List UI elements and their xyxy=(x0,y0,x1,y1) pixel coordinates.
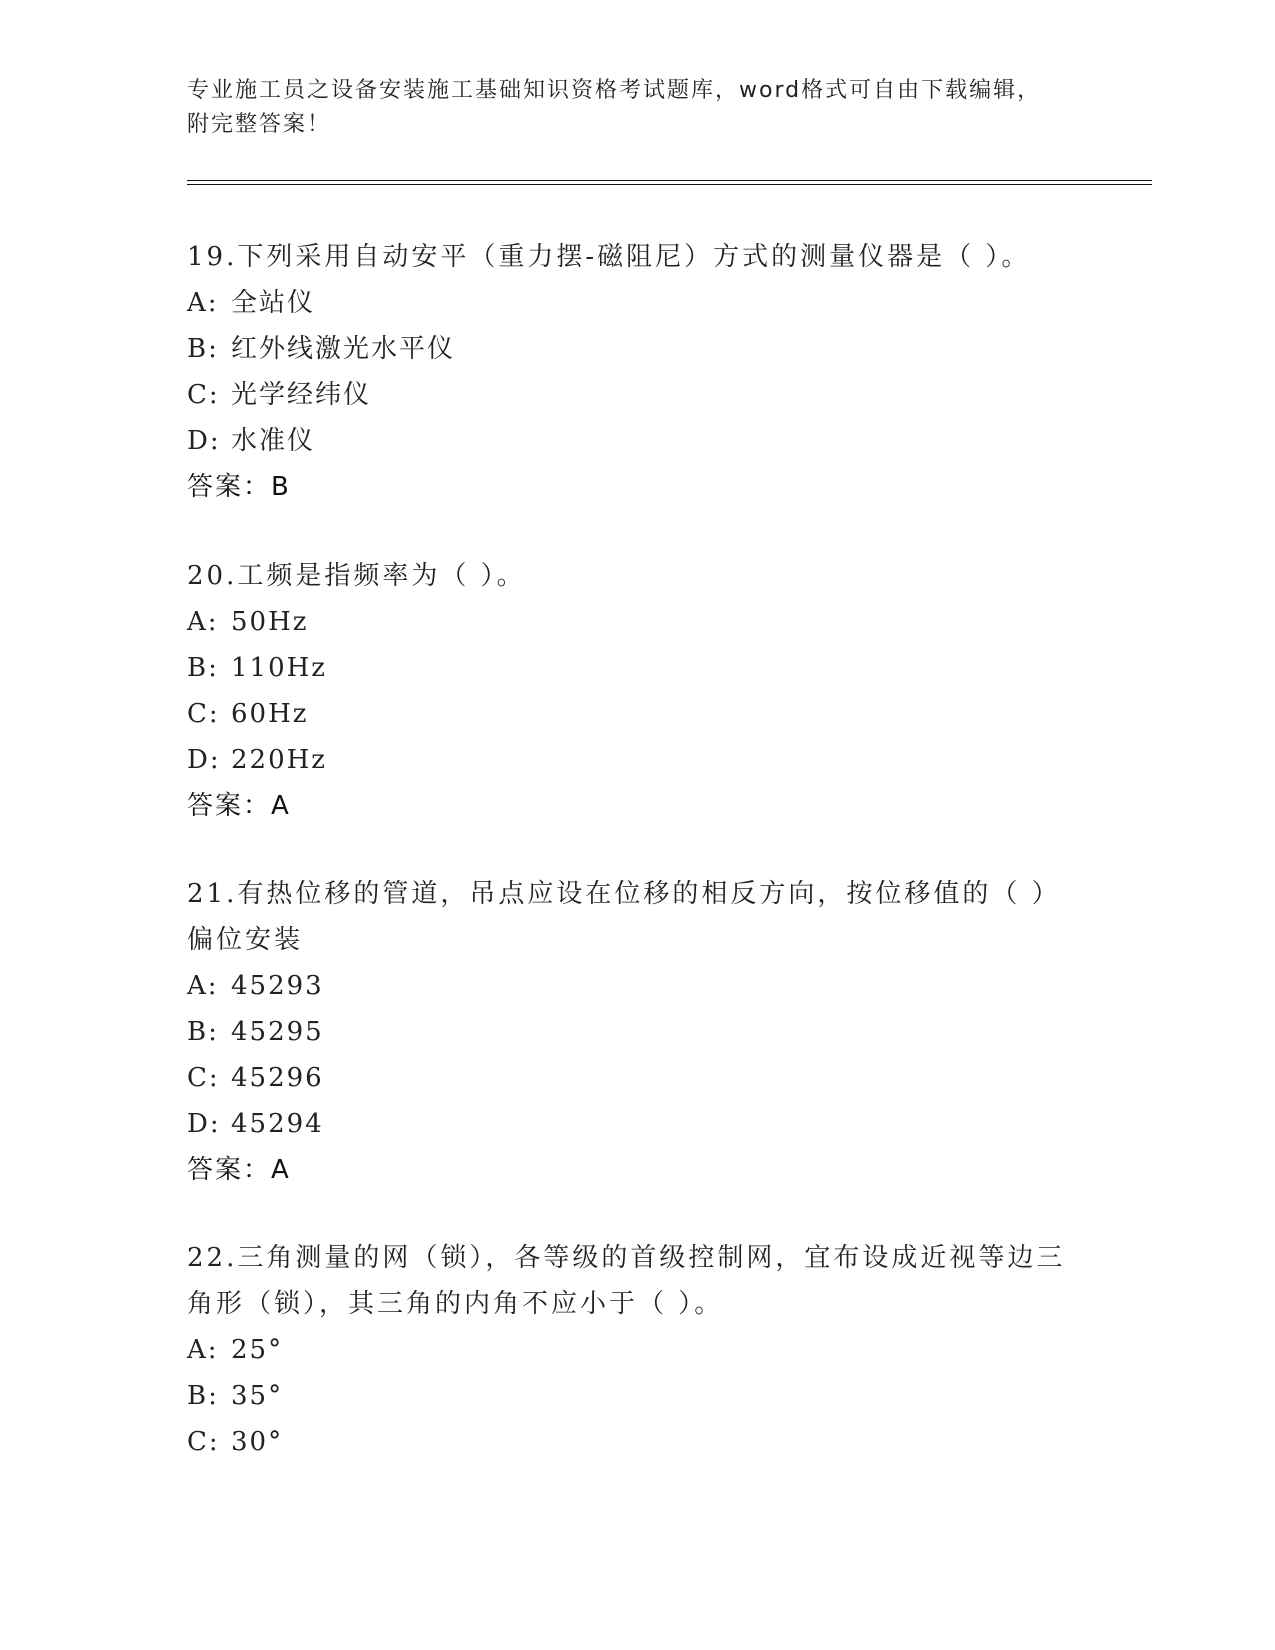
option-text: 25° xyxy=(231,1335,284,1365)
option-a xyxy=(187,963,1087,1009)
question-stem-continued: 角形（锁），其三角的内角不应小于（ ）。 xyxy=(187,1289,724,1319)
option-a xyxy=(187,1327,1087,1373)
document-header xyxy=(187,74,1087,142)
question-20 xyxy=(187,553,1087,829)
option-a xyxy=(187,280,1087,326)
header-line-2: 附完整答案！ xyxy=(187,112,332,137)
option-b xyxy=(187,1009,1087,1055)
answer-line: 答案：B xyxy=(187,472,291,502)
option-b xyxy=(187,645,1087,691)
option-d xyxy=(187,737,1087,783)
option-text: 红外线激光水平仪 xyxy=(231,334,456,364)
option-text: 水准仪 xyxy=(231,426,316,456)
option-letter: D: xyxy=(187,745,221,775)
option-b xyxy=(187,1373,1087,1419)
option-c xyxy=(187,691,1087,737)
header-divider-top xyxy=(187,180,1152,181)
question-22 xyxy=(187,1235,1087,1465)
option-letter: B: xyxy=(187,1381,219,1411)
option-text: 45295 xyxy=(231,1017,324,1047)
option-c xyxy=(187,372,1087,418)
option-letter: B: xyxy=(187,1017,219,1047)
option-text: 35° xyxy=(231,1381,284,1411)
header-line-1: 专业施工员之设备安装施工基础知识资格考试题库，word格式可自由下载编辑， xyxy=(187,78,1042,103)
option-letter: A: xyxy=(187,288,219,318)
option-letter: D: xyxy=(187,426,221,456)
answer-line: 答案：A xyxy=(187,791,291,821)
option-b xyxy=(187,326,1087,372)
option-text: 220Hz xyxy=(231,745,327,775)
option-text: 45293 xyxy=(231,971,324,1001)
option-text: 光学经纬仪 xyxy=(231,380,372,410)
option-text: 60Hz xyxy=(231,699,309,729)
question-stem: 22.三角测量的网（锁），各等级的首级控制网，宜布设成近视等边三 xyxy=(187,1243,1066,1273)
question-19 xyxy=(187,234,1087,510)
question-stem: 21.有热位移的管道，吊点应设在位移的相反方向，按位移值的（ ） xyxy=(187,879,1061,909)
option-c xyxy=(187,1055,1087,1101)
option-letter: C: xyxy=(187,1063,220,1093)
option-text: 45296 xyxy=(231,1063,324,1093)
option-text: 全站仪 xyxy=(231,288,316,318)
option-letter: C: xyxy=(187,699,220,729)
option-letter: A: xyxy=(187,1335,219,1365)
option-letter: A: xyxy=(187,607,219,637)
option-letter: B: xyxy=(187,334,219,364)
answer-line: 答案：A xyxy=(187,1155,291,1185)
option-letter: A: xyxy=(187,971,219,1001)
option-c xyxy=(187,1419,1087,1465)
option-d xyxy=(187,418,1087,464)
option-letter: D: xyxy=(187,1109,221,1139)
option-letter: C: xyxy=(187,1427,220,1457)
question-stem-continued: 偏位安装 xyxy=(187,925,304,955)
question-stem: 20.工频是指频率为（ ）。 xyxy=(187,561,526,591)
option-a xyxy=(187,599,1087,645)
option-letter: B: xyxy=(187,653,219,683)
option-text: 30° xyxy=(231,1427,284,1457)
option-letter: C: xyxy=(187,380,220,410)
option-text: 45294 xyxy=(231,1109,324,1139)
option-d xyxy=(187,1101,1087,1147)
option-text: 50Hz xyxy=(231,607,309,637)
question-21 xyxy=(187,871,1087,1193)
option-text: 110Hz xyxy=(231,653,327,683)
header-divider-bottom xyxy=(187,184,1152,185)
question-stem: 19.下列采用自动安平（重力摆-磁阻尼）方式的测量仪器是（ ）。 xyxy=(187,242,1031,272)
